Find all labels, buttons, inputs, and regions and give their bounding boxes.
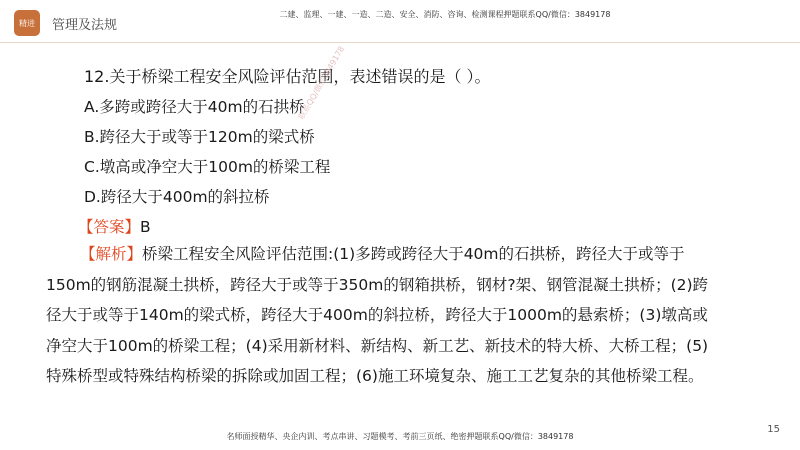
option-d: D.跨径大于400m的斜拉桥: [84, 188, 270, 206]
question-title: 12.关于桥梁工程安全风险评估范围，表述错误的是（ ）。: [84, 67, 491, 86]
watermark: 联系QQ/微信3849178: [296, 44, 347, 122]
analysis-tag: 【解析】: [80, 245, 143, 263]
page-title: 管理及法规: [52, 18, 118, 33]
answer-value: B: [140, 218, 151, 236]
analysis-line: 径大于或等于140m的梁式桥，跨径大于400m的斜拉桥，跨径大于1000m的悬索桥；(3)墩高或: [46, 306, 708, 324]
option-b: B.跨径大于或等于120m的梁式桥: [84, 128, 315, 146]
analysis-text: 桥梁工程安全风险评估范围:(1)多跨或跨径大于40m的石拱桥，跨径大于或等于: [142, 245, 685, 263]
footer-banner: 名师面授精华、央企内训、考点串讲、习题模考、考前三页纸、绝密押题联系QQ/微信：3849178: [226, 432, 574, 441]
answer-tag: 【答案】: [78, 218, 141, 236]
answer-line: [78, 212, 780, 242]
analysis-line: [46, 239, 764, 270]
analysis-block: [46, 239, 764, 392]
page-number: 15: [767, 424, 780, 435]
header-banner: 二建、监理、一建、一造、二造、安全、消防、咨询、检测课程押题联系QQ/微信：3849178: [279, 10, 611, 19]
analysis-line: 特殊桥型或特殊结构桥梁的拆除或加固工程；(6)施工环境复杂、施工工艺复杂的其他桥梁工程。: [46, 367, 704, 385]
question-block: [78, 62, 780, 242]
option-a: A.多跨或跨径大于40m的石拱桥: [84, 98, 305, 116]
header-divider: [0, 42, 800, 43]
analysis-line: 净空大于100m的桥梁工程；(4)采用新材料、新结构、新工艺、新技术的特大桥、大桥工程；(5): [46, 336, 709, 355]
option-c: C.墩高或净空大于100m的桥梁工程: [84, 158, 331, 176]
brand-logo: 精进: [14, 10, 40, 36]
analysis-line: 150m的钢筋混凝土拱桥，跨径大于或等于350m的钢箱拱桥，钢材?架、钢管混凝土拱桥；(2)跨: [46, 275, 709, 294]
